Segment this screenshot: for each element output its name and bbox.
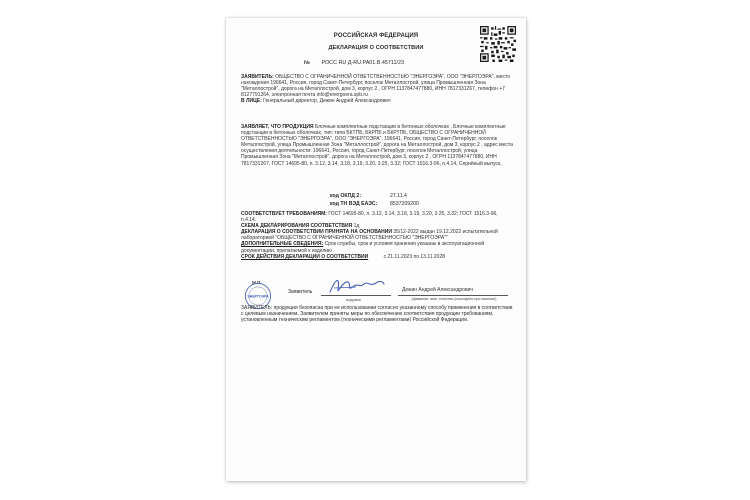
tnved-code (330, 201, 419, 207)
okpd-value: 27.11.4 (390, 193, 407, 199)
applicant-text: ОБЩЕСТВО С ОГРАНИЧЕННОЙ ОТВЕТСТВЕННОСТЬЮ "ЭНЕРГОЭРА", ООО "ЭНЕРГОЭРА", место нахождения 196641, Россия, город Санкт-Петербург, поселок Металлострой, улица Промышленная Зона "Металлострой", дорога на Металлострой, дом 3, корпус 2 , ОГРН 1137847477880, ИНН 7817331267, телефон +7 8127791264, электронная почта info@energoera.spb.ru (241, 74, 510, 99)
requirements-section (241, 211, 513, 260)
signature-icon (326, 274, 386, 296)
validity-text: с 21.11.2023 по 13.11.2028 (383, 253, 446, 260)
number-sign: № (304, 60, 311, 66)
applicant-sign-label: Заявитель (288, 289, 313, 295)
declaration-number (304, 60, 404, 66)
requirements-label: СООТВЕТСТВУЕТ ТРЕБОВАНИЯМ: (241, 211, 327, 217)
requirements-text: ГОСТ 14695-80, п. 3.12, 3.14, 3.18, 3.19, 3.20, 3.25, 3.32; ГОСТ 1516.3-96, п.4.14. (241, 211, 498, 224)
basis-label: ДЕКЛАРАЦИЯ О СООТВЕТСТВИИ ПРИНЯТА НА ОСНОВАНИИ (241, 229, 392, 236)
product-section (241, 124, 513, 167)
validity-label: СРОК ДЕЙСТВИЯ ДЕКЛАРАЦИИ О СООТВЕТСТВИИ (241, 253, 369, 260)
scheme-label: СХЕМА ДЕКЛАРИРОВАНИЯ СООТВЕТСТВИЯ (241, 223, 353, 230)
extra-label: ДОПОЛНИТЕЛЬНЫЕ СВЕДЕНИЯ: (241, 241, 324, 248)
basis-text: 35/12-2022 выдан 19.12.2022 испытательной лабораторией "ОБЩЕСТВО С ОГРАНИЧЕННОЙ ОТВЕТСТВЕННОСТЬЮ "ЭНЕРГОЭРА"" (241, 229, 498, 242)
header-country: РОССИЙСКАЯ ФЕДЕРАЦИЯ (333, 33, 419, 39)
tnved-value: 8537209200 (390, 201, 419, 207)
declaration-sheet (226, 18, 526, 481)
qr-code-icon (480, 26, 516, 62)
stamp-text: ЭНЕРГОЭРА (247, 294, 269, 299)
name-caption: (фамилия, имя, отчество (последнее при наличии) (411, 297, 497, 301)
declares-text: Блочные комплектные подстанции в бетонных оболочках , Блочные комплектные подстанции в бетонных оболочках, тип: типа БКТПБ, БКРПБ и БКРТПБ, ОБЩЕСТВО С ОГРАНИЧЕННОЙ ОТВЕТСТВЕННОСТЬЮ "ЭНЕРГОЭРА", ООО "ЭНЕРГОЭРА", 196641, Россия, город Санкт-Петербург, поселок Металлострой, улица Промышленная Зона "Металлострой", дорога на Металлострой, дом 3, корпус 2 , адрес места осуществления деятельности: 196641, Россия, город Санкт-Петербург, поселок Металлострой, улица Промышленная Зона "Металлострой", дорога на Металлострой, дом 3, корпус 2 , ОГРН 1137847477880, ИНН 7817331267, ГОСТ 14695-80, п. 3.12, 3.14, 3.18, 3.19, 3.20, 3.25, 3.32; ГОСТ 1516.3-96, п.4.14, Серийный выпуск, (241, 124, 513, 167)
mp-label: М.П. (252, 280, 262, 285)
declares-label: ЗАЯВЛЯЕТ, ЧТО ПРОДУКЦИЯ (241, 124, 314, 130)
applicant-section (241, 74, 513, 104)
name-line (398, 295, 508, 296)
header-title: ДЕКЛАРАЦИЯ О СООТВЕТСТВИИ (328, 45, 424, 51)
person-text: Генеральный директор, Дежин Андрей Александрович (263, 98, 391, 105)
okpd-code (330, 193, 407, 199)
okpd-label: код ОКПД 2: (330, 193, 362, 199)
signature-line (321, 295, 391, 296)
signer-name: Дежин Андрей Александрович (402, 287, 474, 293)
footer-statement (241, 305, 513, 323)
applicant-label: ЗАЯВИТЕЛЬ: (241, 74, 274, 80)
footer-text: ЗАЯВИТЕЛЬ: продукция безопасна при ее использовании согласно указанному способу применения в соответствии с целевым назначением. Заявителем приняты меры по обеспечению соответствия продукции требованиям, установленным техническим регламентом (техническими регламентами) Российской Федерации. (241, 305, 513, 324)
tnved-label: код ТН ВЭД ЕАЭС: (330, 201, 378, 207)
number-value: РОСС RU Д-RU.РА01.В.45711/23 (321, 60, 404, 66)
signature-caption: подпись (346, 297, 362, 302)
extra-text: Срок службы, срок и условия хранения указаны в эксплуатационной документации, прилагаемой к изделию (241, 241, 485, 254)
scheme-value: 1д (353, 223, 360, 230)
person-label: В ЛИЦЕ: (241, 98, 262, 105)
